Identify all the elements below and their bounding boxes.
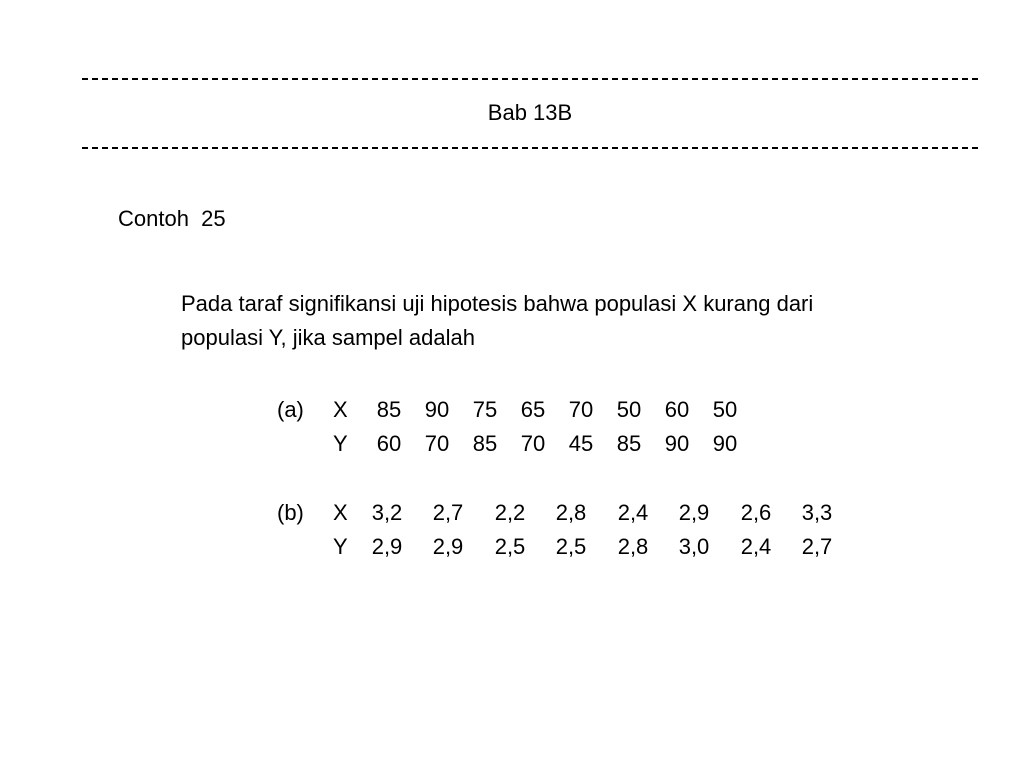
variable-label: Y xyxy=(333,431,348,456)
data-value: 2,4 xyxy=(617,500,649,525)
data-value: 65 xyxy=(520,397,546,422)
sample-a xyxy=(0,393,1024,461)
example-prompt xyxy=(181,287,961,355)
data-value: 3,3 xyxy=(801,500,833,525)
data-value: 2,5 xyxy=(555,534,587,559)
data-value: 60 xyxy=(664,397,690,422)
data-value: 50 xyxy=(712,397,738,422)
data-value: 2,9 xyxy=(371,534,403,559)
data-value: 3,0 xyxy=(678,534,710,559)
data-value: 85 xyxy=(472,431,498,456)
data-value: 70 xyxy=(520,431,546,456)
data-value: 2,8 xyxy=(617,534,649,559)
data-value: 2,4 xyxy=(740,534,772,559)
variable-label: X xyxy=(333,397,348,422)
sample-b-row-x xyxy=(0,496,1024,530)
sample-a-label: (a) xyxy=(277,397,304,422)
data-value: 85 xyxy=(376,397,402,422)
data-value: 2,2 xyxy=(494,500,526,525)
data-value: 2,5 xyxy=(494,534,526,559)
data-value: 2,9 xyxy=(678,500,710,525)
data-value: 75 xyxy=(472,397,498,422)
variable-label: X xyxy=(333,500,348,525)
sample-b-row-y xyxy=(0,530,1024,564)
bottom-dashed-rule xyxy=(82,147,978,149)
example-title: Contoh 25 xyxy=(118,206,226,231)
data-value: 70 xyxy=(568,397,594,422)
data-value: 60 xyxy=(376,431,402,456)
data-value: 3,2 xyxy=(371,500,403,525)
sample-a-row-y xyxy=(0,427,1024,461)
sample-b xyxy=(0,496,1024,564)
data-value: 90 xyxy=(712,431,738,456)
data-value: 2,7 xyxy=(432,500,464,525)
data-value: 2,7 xyxy=(801,534,833,559)
data-value: 85 xyxy=(616,431,642,456)
data-value: 50 xyxy=(616,397,642,422)
prompt-line-1: Pada taraf signifikansi uji hipotesis bahwa populasi X kurang dari xyxy=(181,291,814,316)
data-value: 70 xyxy=(424,431,450,456)
variable-label: Y xyxy=(333,534,348,559)
data-value: 90 xyxy=(664,431,690,456)
sample-a-row-x xyxy=(0,393,1024,427)
data-value: 2,9 xyxy=(432,534,464,559)
prompt-line-2: populasi Y, jika sampel adalah xyxy=(181,325,475,350)
data-value: 45 xyxy=(568,431,594,456)
data-value: 90 xyxy=(424,397,450,422)
top-dashed-rule xyxy=(82,78,978,80)
data-value: 2,6 xyxy=(740,500,772,525)
sample-b-label: (b) xyxy=(277,500,304,525)
chapter-title: Bab 13B xyxy=(487,100,573,125)
data-value: 2,8 xyxy=(555,500,587,525)
